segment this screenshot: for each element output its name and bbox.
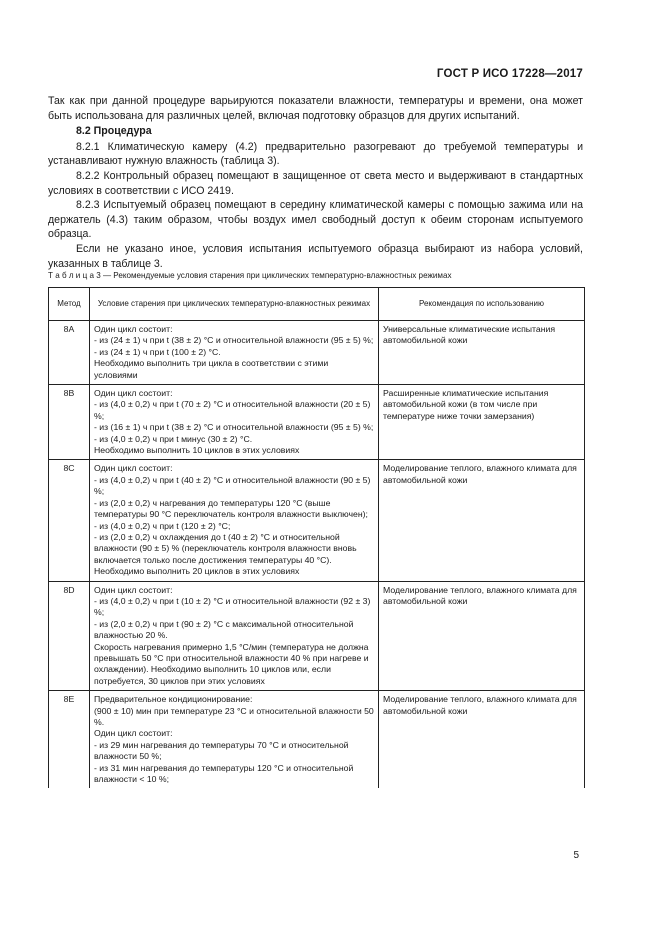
condition-line: - из (4,0 ± 0,2) ч при t (10 ± 2) °C и относительной влажности (92 ± 3) %; <box>94 595 371 618</box>
condition-line: - из 29 мин нагревания до температуры 70 °C и относительной влажности 50 %; <box>94 739 349 762</box>
table-row <box>49 321 585 385</box>
condition-line: - из (2,0 ± 0,2) ч охлаждения до t (40 ± 2) °C и относительной влажности (90 ± 5) % (переключатель контроля влажности вновь включается только после достижения температуры 40 °C). <box>94 531 357 565</box>
recommendation-cell: Моделирование теплого, влажного климата для автомобильной кожи <box>379 460 585 581</box>
table-row <box>49 460 585 581</box>
condition-line: Один цикл состоит: <box>94 463 173 474</box>
condition-cell <box>90 385 379 460</box>
condition-line: Один цикл состоит: <box>94 388 173 399</box>
intro-paragraph: Так как при данной процедуре варьируются показатели влажности, температуры и времени, она может быть использована для различных целей, включая подготовку образцов для других испытаний. <box>48 95 583 122</box>
table-row <box>49 581 585 691</box>
method-cell: 8B <box>49 385 90 460</box>
paragraph-8-2-2: 8.2.2 Контрольный образец помещают в защищенное от света место и выдерживают в стандартных условиях в соответствии с ИСО 2419. <box>48 169 583 197</box>
table-row <box>49 691 585 789</box>
condition-line: Один цикл состоит: <box>94 728 173 739</box>
condition-line: - из (4,0 ± 0,2) ч при t (120 ± 2) °C; <box>94 520 231 531</box>
header-recommendation: Рекомендация по использованию <box>379 288 585 321</box>
method-cell: 8A <box>49 321 90 385</box>
condition-line: Необходимо выполнить 10 циклов в этих условиях <box>94 445 300 456</box>
paragraph-8-2-3: 8.2.3 Испытуемый образец помещают в середину климатической камеры с помощью зажима или на держатель (4.3) таким образом, чтобы воздух имел свободный доступ к обеим сторонам испытуемого образца. <box>48 199 583 241</box>
document-header: ГОСТ Р ИСО 17228—2017 <box>436 68 583 80</box>
condition-line: - из (24 ± 1) ч при t (38 ± 2) °C и относительной влажности (95 ± 5) %; <box>94 335 374 346</box>
condition-cell <box>90 691 379 789</box>
method-cell: 8D <box>49 581 90 691</box>
condition-line: - из (24 ± 1) ч при t (100 ± 2) °C. <box>94 346 221 357</box>
condition-line: Один цикл состоит: <box>94 324 173 334</box>
condition-line: - из (4,0 ± 0,2) ч при t (40 ± 2) °C и относительной влажности (90 ± 5) %; <box>94 474 371 497</box>
condition-line: Необходимо выполнить 20 циклов в этих условиях <box>94 566 300 577</box>
recommendation-cell: Расширенные климатические испытания автомобильной кожи (в том числе при температуре ниже точки замерзания) <box>379 385 585 460</box>
page-number: 5 <box>573 850 579 861</box>
table-row <box>49 385 585 460</box>
condition-cell <box>90 321 379 385</box>
condition-cell <box>90 460 379 581</box>
condition-line: - из 31 мин нагревания до температуры 120 °C и относительной влажности < 10 %; <box>94 762 354 785</box>
method-cell: 8C <box>49 460 90 581</box>
table-header-row <box>49 288 585 321</box>
condition-line: - из (2,0 ± 0,2) ч нагревания до температуры 120 °C (выше температуры 90 °C переключатель контроля влажности выключен); <box>94 497 368 520</box>
conditions-table <box>48 287 585 788</box>
condition-line: Предварительное кондиционирование: <box>94 694 253 705</box>
header-condition: Условие старения при циклических температурно-влажностных режимах <box>90 288 379 321</box>
condition-line: - из (16 ± 1) ч при t (38 ± 2) °C и относительной влажности (95 ± 5) %; <box>94 422 374 433</box>
paragraph-8-2-1: 8.2.1 Климатическую камеру (4.2) предварительно разогревают до требуемой температуры и устанавливают нужную влажность (таблица 3). <box>48 140 583 168</box>
condition-line: - из (4,0 ± 0,2) ч при t (70 ± 2) °C и относительной влажности (20 ± 5) %; <box>94 399 371 421</box>
method-cell: 8E <box>49 691 90 789</box>
header-method: Метод <box>49 288 90 321</box>
condition-cell <box>90 581 379 691</box>
condition-line: Необходимо выполнить три цикла в соответствии с этими условиями <box>94 358 329 380</box>
condition-line: - из (2,0 ± 0,2) ч при t (90 ± 2) °C с максимальной относительной влажностью 20 %. <box>94 618 354 641</box>
recommendation-cell: Универсальные климатические испытания автомобильной кожи <box>379 321 585 385</box>
condition-line: (900 ± 10) мин при температуре 23 °C и относительной влажности 50 %. <box>94 705 374 727</box>
condition-line: Скорость нагревания примерно 1,5 °C/мин (температура не должна превышать 50 °C при относительной влажности 40 % при нагреве и охлаждении). Необходимо выполнить 10 циклов или, если потребуется, 30 циклов при этих условиях <box>94 641 369 686</box>
paragraph-conditions: Если не указано иное, условия испытания испытуемого образца выбирают из набора условий, указанных в таблице 3. <box>48 242 583 270</box>
recommendation-cell: Моделирование теплого, влажного климата для автомобильной кожи <box>379 691 585 789</box>
condition-line: - из (4,0 ± 0,2) ч при t минус (30 ± 2) °C. <box>94 433 253 444</box>
section-heading: 8.2 Процедура <box>76 125 152 138</box>
table-caption: Т а б л и ц а 3 — Рекомендуемые условия старения при циклических температурно-влажностных режимах <box>48 271 452 280</box>
condition-line: Один цикл состоит: <box>94 584 173 595</box>
recommendation-cell: Моделирование теплого, влажного климата для автомобильной кожи <box>379 581 585 691</box>
body-text <box>48 94 583 271</box>
